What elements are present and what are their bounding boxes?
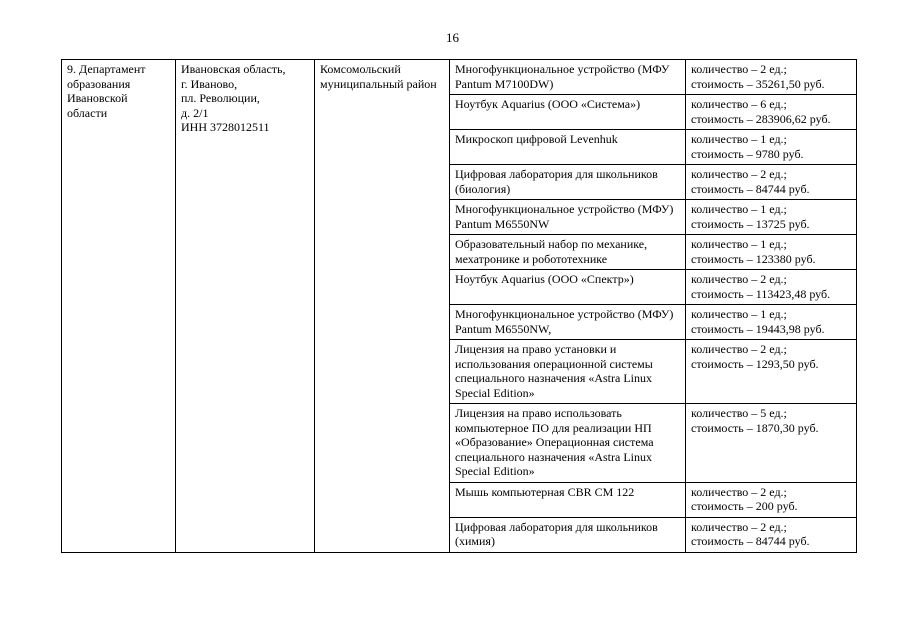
item-name: Многофункциональное устройство (МФУ) Pantum M6550NW, (455, 307, 674, 336)
department-name-cell (62, 60, 176, 553)
item-name-cell (450, 340, 686, 404)
item-name-cell (450, 305, 686, 340)
item-name-cell (450, 200, 686, 235)
address-line: пл. Революции, (181, 91, 260, 105)
item-quantity: количество – 2 ед.; (691, 62, 787, 76)
address-line: Ивановская область, (181, 62, 286, 76)
item-name: Ноутбук Aquarius (ООО «Система») (455, 97, 641, 111)
item-cost: стоимость – 84744 руб. (691, 181, 810, 196)
item-cost: стоимость – 13725 руб. (691, 216, 810, 231)
item-qty-cell (686, 404, 857, 483)
item-quantity: количество – 1 ед.; (691, 307, 787, 321)
item-name-cell (450, 130, 686, 165)
item-name: Лицензия на право установки и использования операционной системы специального назначения «Astra Linux Special Edition» (455, 342, 653, 400)
item-name-cell (450, 235, 686, 270)
item-qty-cell (686, 60, 857, 95)
item-qty-cell (686, 235, 857, 270)
table-row (62, 60, 857, 95)
district-name: Комсомольский муниципальный район (320, 62, 437, 91)
item-quantity: количество – 2 ед.; (691, 272, 787, 286)
inn-line: ИНН 3728012511 (181, 120, 270, 134)
item-quantity: количество – 2 ед.; (691, 167, 787, 181)
item-name: Многофункциональное устройство (МФУ Pantum M7100DW) (455, 62, 670, 91)
item-cost: стоимость – 200 руб. (691, 499, 798, 513)
item-quantity: количество – 6 ед.; (691, 97, 787, 111)
item-name: Микроскоп цифровой Levenhuk (455, 132, 618, 146)
item-qty-cell (686, 482, 857, 517)
address-line: д. 2/1 (181, 105, 209, 120)
item-quantity: количество – 5 ед.; (691, 406, 787, 420)
item-name: Лицензия на право использовать компьютерное ПО для реализации НП «Образование» Операционная система специального назначения «Astra Linux Special Edition» (455, 406, 654, 478)
item-qty-cell (686, 95, 857, 130)
item-qty-cell (686, 305, 857, 340)
item-name: Многофункциональное устройство (МФУ) Pantum M6550NW (455, 202, 674, 231)
item-qty-cell (686, 200, 857, 235)
item-cost: стоимость – 1293,50 руб. (691, 356, 819, 371)
item-name-cell (450, 95, 686, 130)
address-line: г. Иваново, (181, 76, 238, 91)
item-name-cell (450, 482, 686, 517)
department-name: 9. Департамент образования Ивановской области (67, 62, 146, 120)
item-name-cell (450, 60, 686, 95)
district-cell (315, 60, 450, 553)
item-name-cell (450, 517, 686, 552)
item-cost: стоимость – 1870,30 руб. (691, 420, 819, 435)
equipment-table (61, 59, 857, 553)
item-cost: стоимость – 19443,98 руб. (691, 321, 825, 336)
item-cost: стоимость – 123380 руб. (691, 251, 816, 266)
item-name-cell (450, 404, 686, 483)
item-quantity: количество – 1 ед.; (691, 237, 787, 251)
item-name: Мышь компьютерная CBR CM 122 (455, 484, 635, 499)
item-name-cell (450, 165, 686, 200)
table-body (62, 60, 857, 553)
item-qty-cell (686, 130, 857, 165)
item-cost: стоимость – 84744 руб. (691, 534, 810, 548)
item-name-cell (450, 270, 686, 305)
item-name: Цифровая лаборатория для школьников (биология) (455, 167, 658, 196)
item-cost: стоимость – 35261,50 руб. (691, 76, 825, 91)
item-name: Образовательный набор по механике, мехатронике и робототехнике (455, 237, 648, 266)
item-qty-cell (686, 165, 857, 200)
department-address-cell (176, 60, 315, 553)
item-quantity: количество – 1 ед.; (691, 202, 787, 216)
item-quantity: количество – 2 ед.; (691, 342, 787, 356)
item-qty-cell (686, 340, 857, 404)
item-quantity: количество – 2 ед.; (691, 519, 787, 534)
item-name: Ноутбук Aquarius (ООО «Спектр») (455, 272, 634, 286)
page-number: 16 (446, 30, 459, 45)
item-qty-cell (686, 517, 857, 552)
item-cost: стоимость – 9780 руб. (691, 146, 804, 161)
item-cost: стоимость – 113423,48 руб. (691, 286, 831, 301)
item-quantity: количество – 1 ед.; (691, 132, 787, 146)
item-cost: стоимость – 283906,62 руб. (691, 111, 831, 126)
item-name: Цифровая лаборатория для школьников (химия) (455, 519, 658, 548)
item-qty-cell (686, 270, 857, 305)
item-quantity: количество – 2 ед.; (691, 484, 787, 499)
